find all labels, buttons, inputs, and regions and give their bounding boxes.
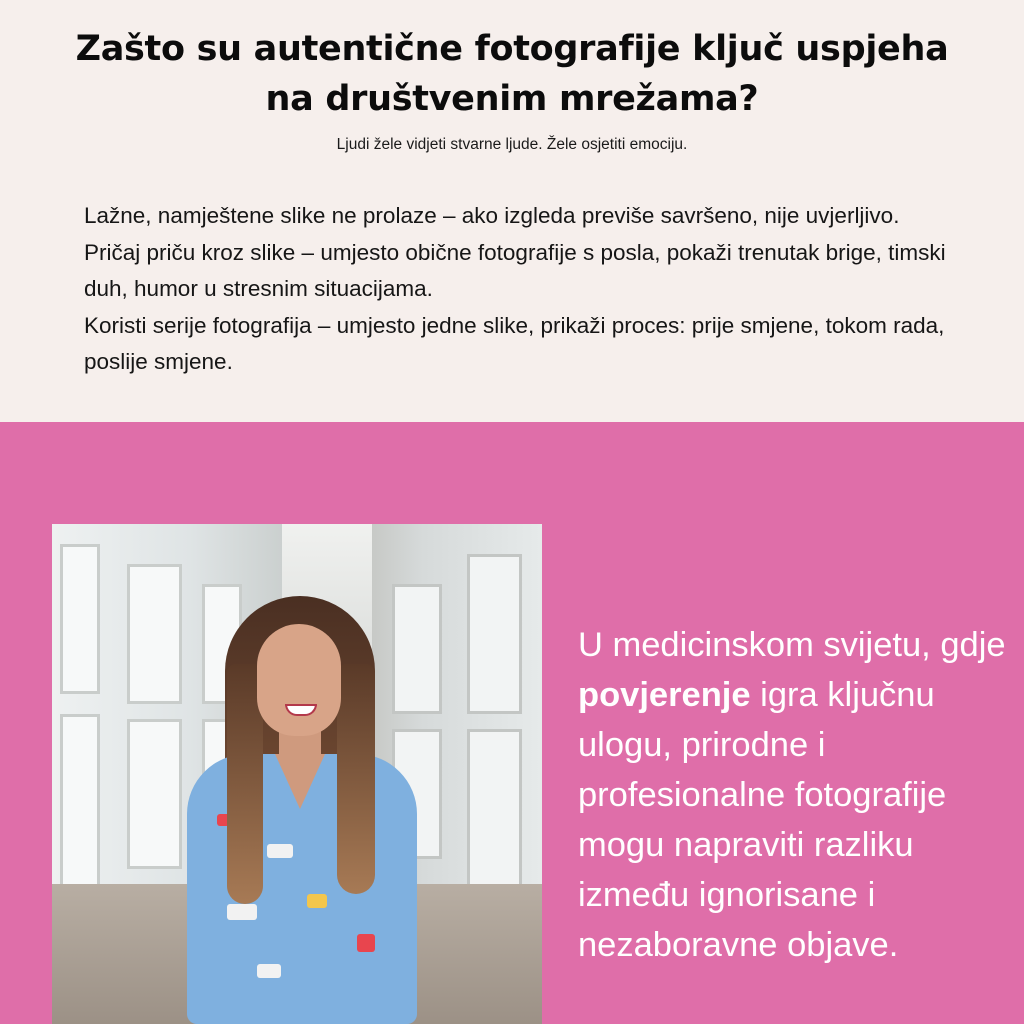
body-text bbox=[84, 198, 964, 381]
body-paragraph: Lažne, namještene slike ne prolaze – ako izgleda previše savršeno, nije uvjerljivo. bbox=[84, 203, 900, 228]
window-pane bbox=[467, 729, 522, 899]
scrubs-print bbox=[257, 964, 281, 978]
window-pane bbox=[60, 544, 100, 694]
window-pane bbox=[127, 719, 182, 869]
subtitle: Ljudi žele vidjeti stvarne ljude. Žele osjetiti emociju. bbox=[336, 136, 688, 153]
window-pane bbox=[127, 564, 182, 704]
scrubs-print bbox=[307, 894, 327, 908]
body-paragraph: Koristi serije fotografija – umjesto jedne slike, prikaži proces: prije smjene, tokom rada, poslije smjene. bbox=[84, 312, 945, 374]
nurse-figure bbox=[187, 594, 447, 1024]
top-section bbox=[0, 0, 1024, 422]
nurse-photo bbox=[52, 524, 542, 1024]
face bbox=[257, 624, 341, 736]
quote-emphasis: povjerenje bbox=[578, 676, 751, 714]
hair-strand-right bbox=[337, 664, 375, 894]
scrubs-print bbox=[267, 844, 293, 858]
window-pane bbox=[60, 714, 100, 894]
scrubs-print bbox=[357, 934, 375, 952]
quote-text-start: U medicinskom svijetu, gdje bbox=[578, 626, 1006, 664]
feature-section bbox=[0, 422, 1024, 1024]
page-title: Zašto su autentične fotografije ključ uspjeha na društvenim mrežama? bbox=[75, 29, 949, 119]
body-paragraph: Pričaj priču kroz slike – umjesto obične fotografije s posla, pokaži trenutak brige, timski duh, humor u stresnim situacijama. bbox=[84, 239, 946, 301]
feature-quote bbox=[578, 620, 1008, 970]
window-pane bbox=[467, 554, 522, 714]
scrubs-print bbox=[227, 904, 257, 920]
scrubs-neckline bbox=[275, 754, 325, 809]
quote-text-end: igra ključnu ulogu, prirodne i profesionalne fotografije mogu napraviti razliku između ignorisane i nezaboravne objave. bbox=[578, 676, 947, 964]
